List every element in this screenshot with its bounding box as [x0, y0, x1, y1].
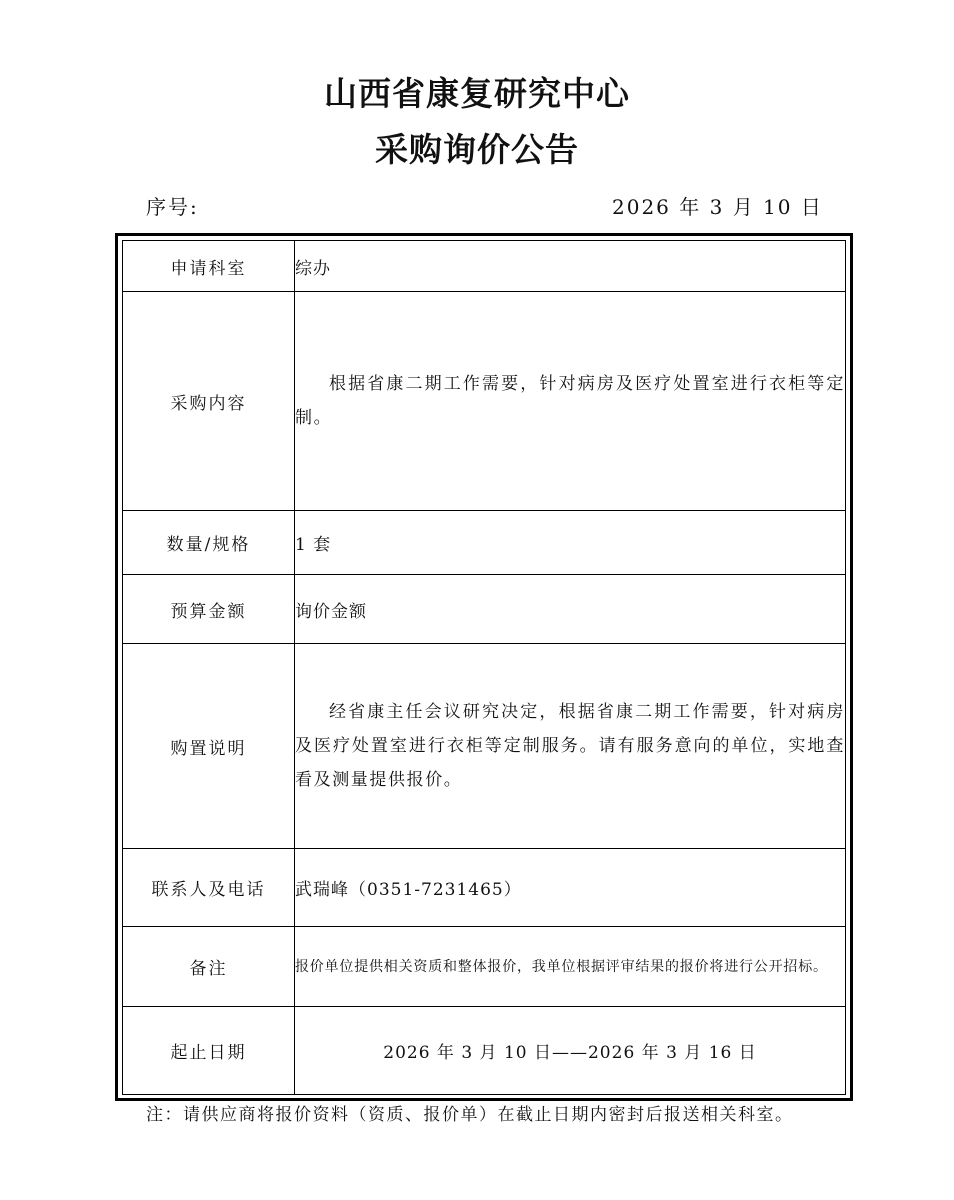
notice-title: 采购询价公告 [375, 130, 579, 169]
announcement-date: 2026 年 3 月 10 日 [612, 195, 823, 219]
quantity-value: 1 套 [295, 511, 846, 575]
department-label: 申请科室 [123, 241, 295, 292]
organization-title: 山西省康复研究中心 [324, 74, 630, 113]
row-department [123, 241, 846, 292]
footer-note: 注：请供应商将报价资料（资质、报价单）在截止日期内密封后报送相关科室。 [146, 1105, 794, 1125]
period-label: 起止日期 [123, 1007, 295, 1095]
row-remarks [123, 927, 846, 1007]
remarks-label: 备注 [123, 927, 295, 1007]
procurement-form-frame [115, 233, 853, 1101]
row-period [123, 1007, 846, 1095]
content-value: 根据省康二期工作需要，针对病房及医疗处置室进行衣柜等定制。 [295, 374, 845, 428]
row-contact [123, 849, 846, 927]
contact-label: 联系人及电话 [123, 849, 295, 927]
serial-number-label: 序号: [146, 195, 199, 219]
content-label: 采购内容 [123, 292, 295, 511]
row-content [123, 292, 846, 511]
budget-label: 预算金额 [123, 575, 295, 644]
contact-value: 武瑞峰（0351-7231465） [295, 849, 846, 927]
description-label: 购置说明 [123, 644, 295, 849]
period-value: 2026 年 3 月 10 日——2026 年 3 月 16 日 [295, 1007, 846, 1095]
budget-value: 询价金额 [295, 575, 846, 644]
row-budget [123, 575, 846, 644]
procurement-form-table [122, 240, 846, 1095]
row-description [123, 644, 846, 849]
quantity-label: 数量/规格 [123, 511, 295, 575]
description-value: 经省康主任会议研究决定，根据省康二期工作需要，针对病房及医疗处置室进行衣柜等定制服务。请有服务意向的单位，实地查看及测量提供报价。 [295, 702, 845, 790]
department-value: 综办 [295, 241, 846, 292]
remarks-value: 报价单位提供相关资质和整体报价，我单位根据评审结果的报价将进行公开招标。 [295, 958, 828, 975]
row-quantity [123, 511, 846, 575]
